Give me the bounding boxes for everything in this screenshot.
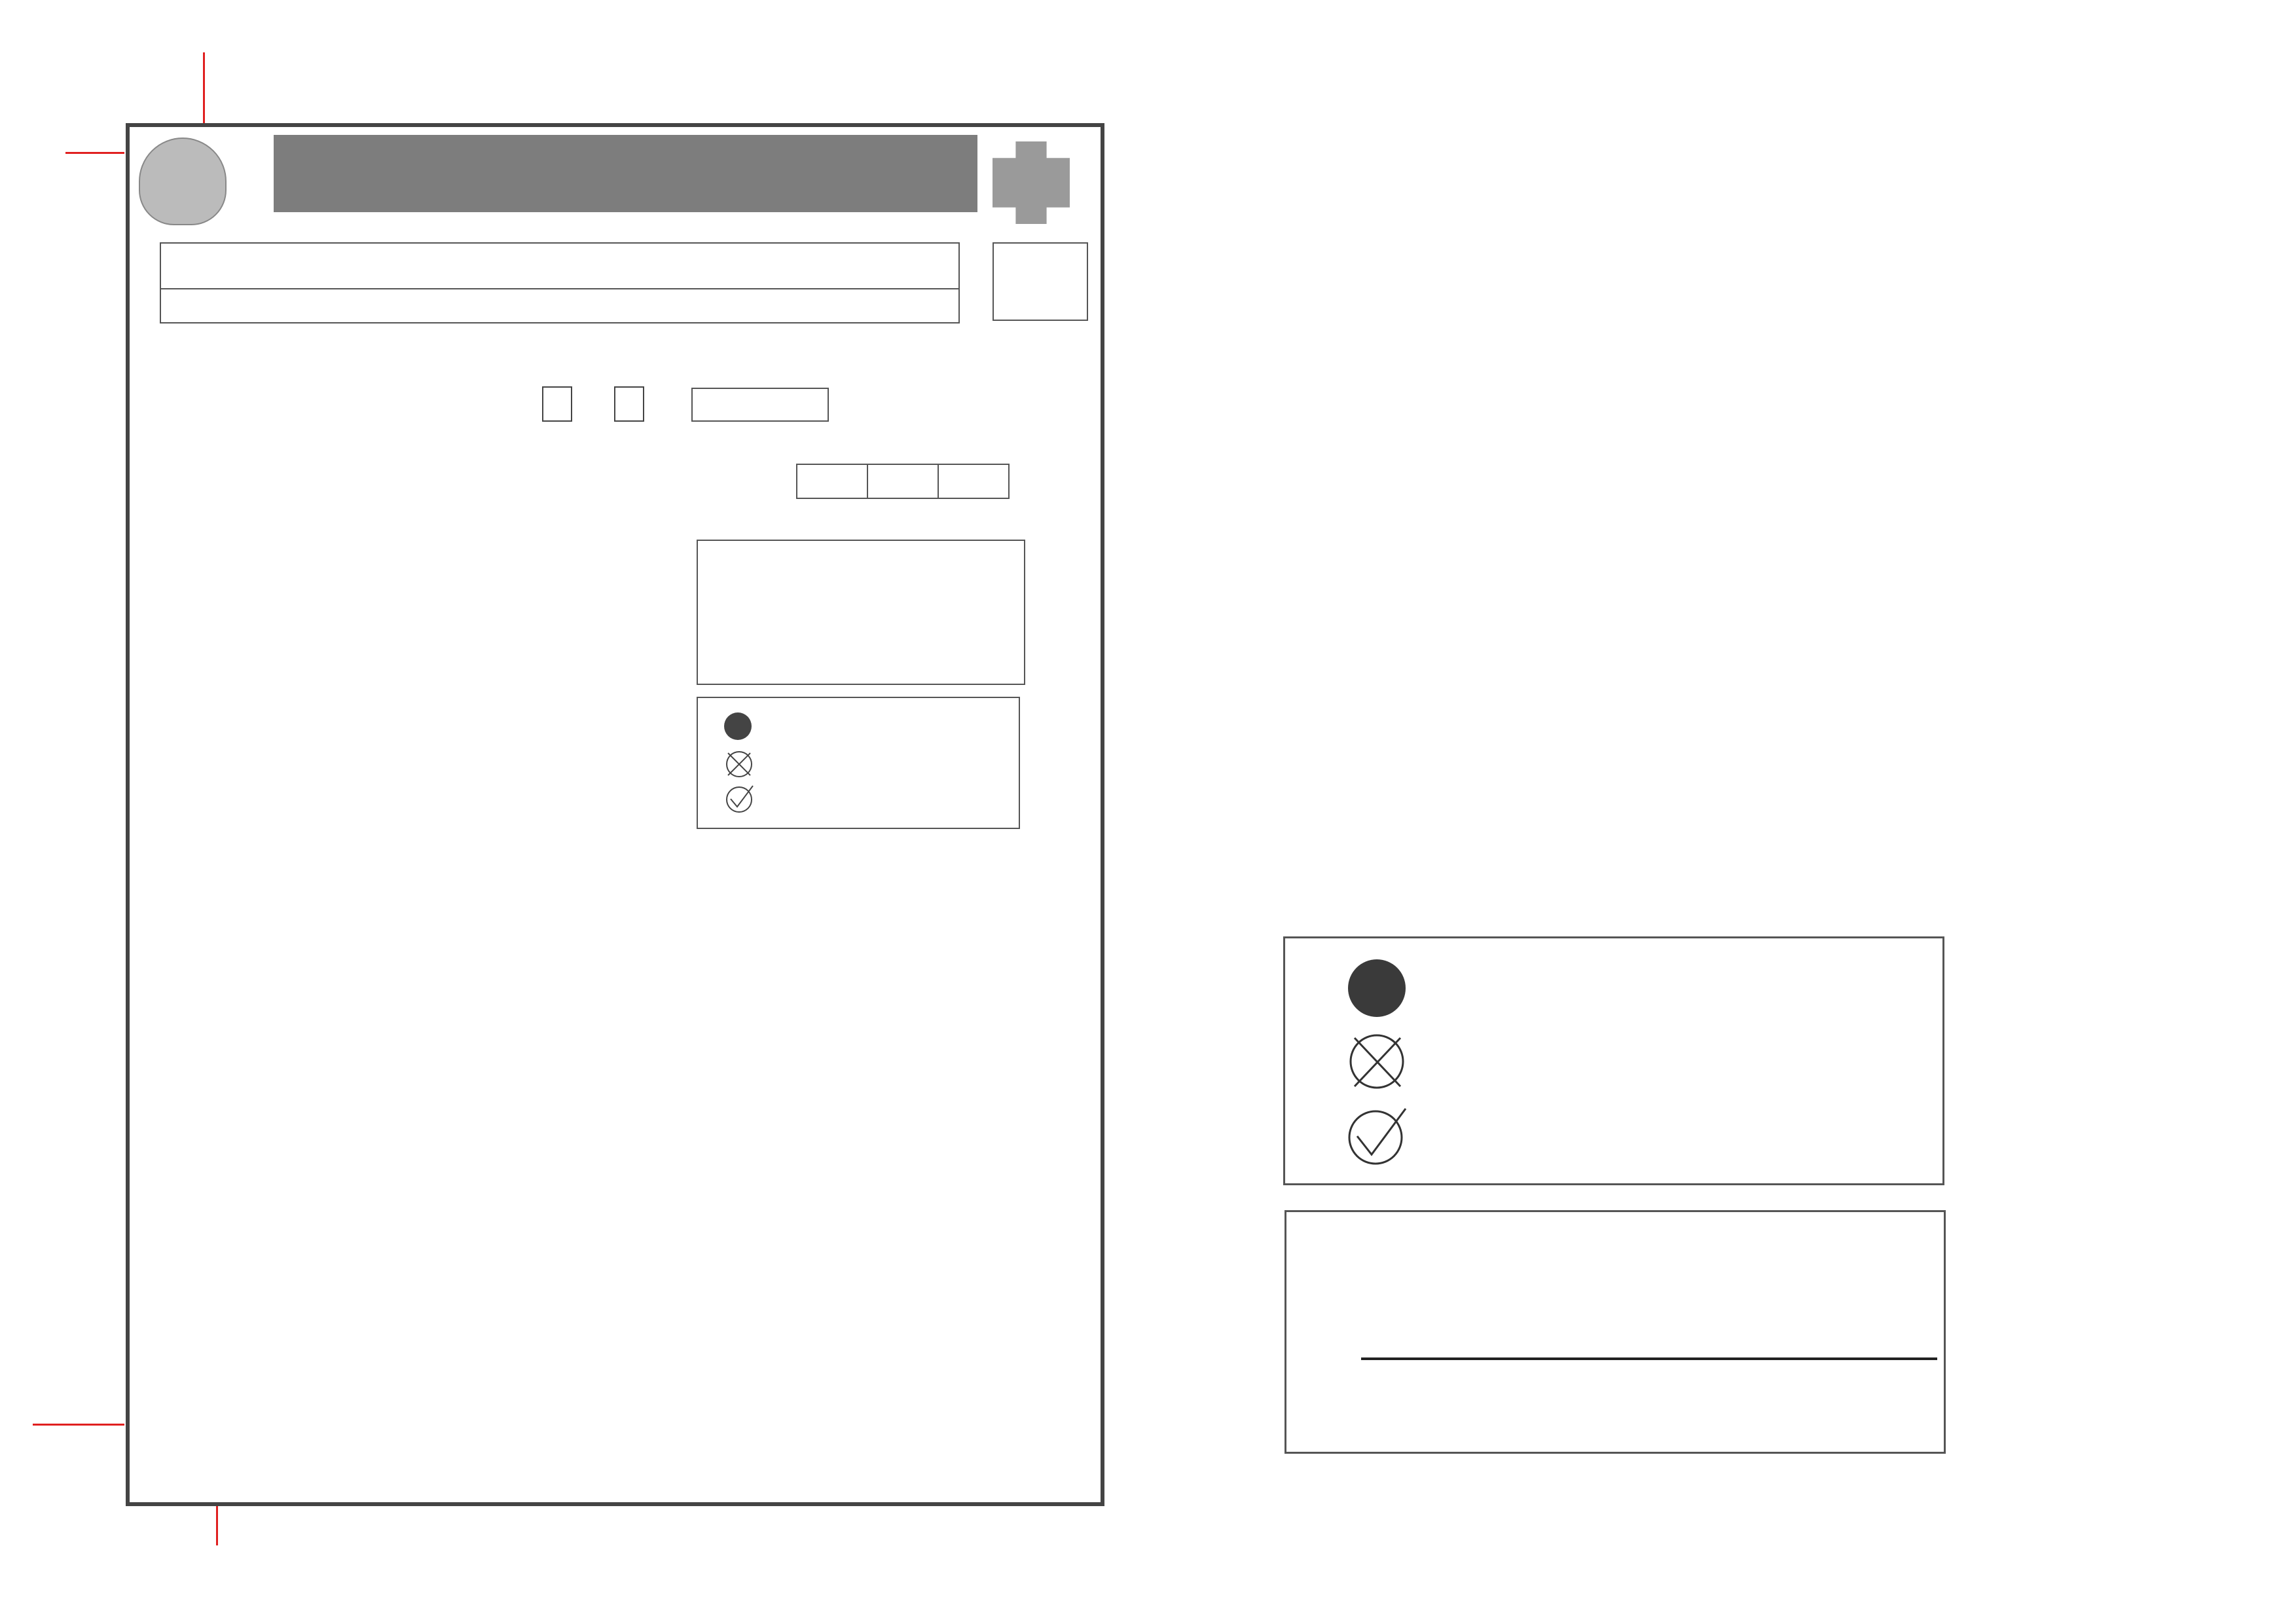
legend-box — [1283, 936, 1944, 1185]
names-row — [161, 244, 958, 289]
crop-mark — [203, 52, 205, 123]
fecha-dia-box[interactable] — [796, 464, 868, 499]
sheet-number — [993, 242, 1088, 321]
answer-sheet — [126, 123, 1104, 1506]
crossed-bubble-icon — [724, 749, 754, 779]
fecha-mes-box[interactable] — [867, 464, 939, 499]
sec-box[interactable] — [614, 386, 644, 422]
region-logo — [139, 138, 227, 225]
crop-mark — [33, 1424, 124, 1426]
signature-line[interactable] — [1361, 1357, 1937, 1360]
ugel-logo — [993, 141, 1070, 224]
grado-box[interactable] — [542, 386, 572, 422]
checked-bubble-icon — [724, 783, 754, 813]
nivel-box[interactable] — [691, 388, 829, 422]
crop-mark — [216, 1506, 218, 1545]
legend-small — [697, 697, 1020, 829]
crossed-bubble-icon — [1345, 1030, 1408, 1093]
student-info-box — [160, 242, 960, 323]
filled-bubble-icon — [724, 712, 752, 740]
header-banner — [274, 135, 977, 212]
student-signature-box — [1285, 1210, 1946, 1454]
fecha-ano-box[interactable] — [938, 464, 1010, 499]
filled-bubble-icon — [1348, 959, 1406, 1017]
firma-docente-box[interactable] — [697, 540, 1025, 685]
checked-bubble-icon — [1345, 1103, 1408, 1166]
crop-mark — [65, 152, 124, 154]
